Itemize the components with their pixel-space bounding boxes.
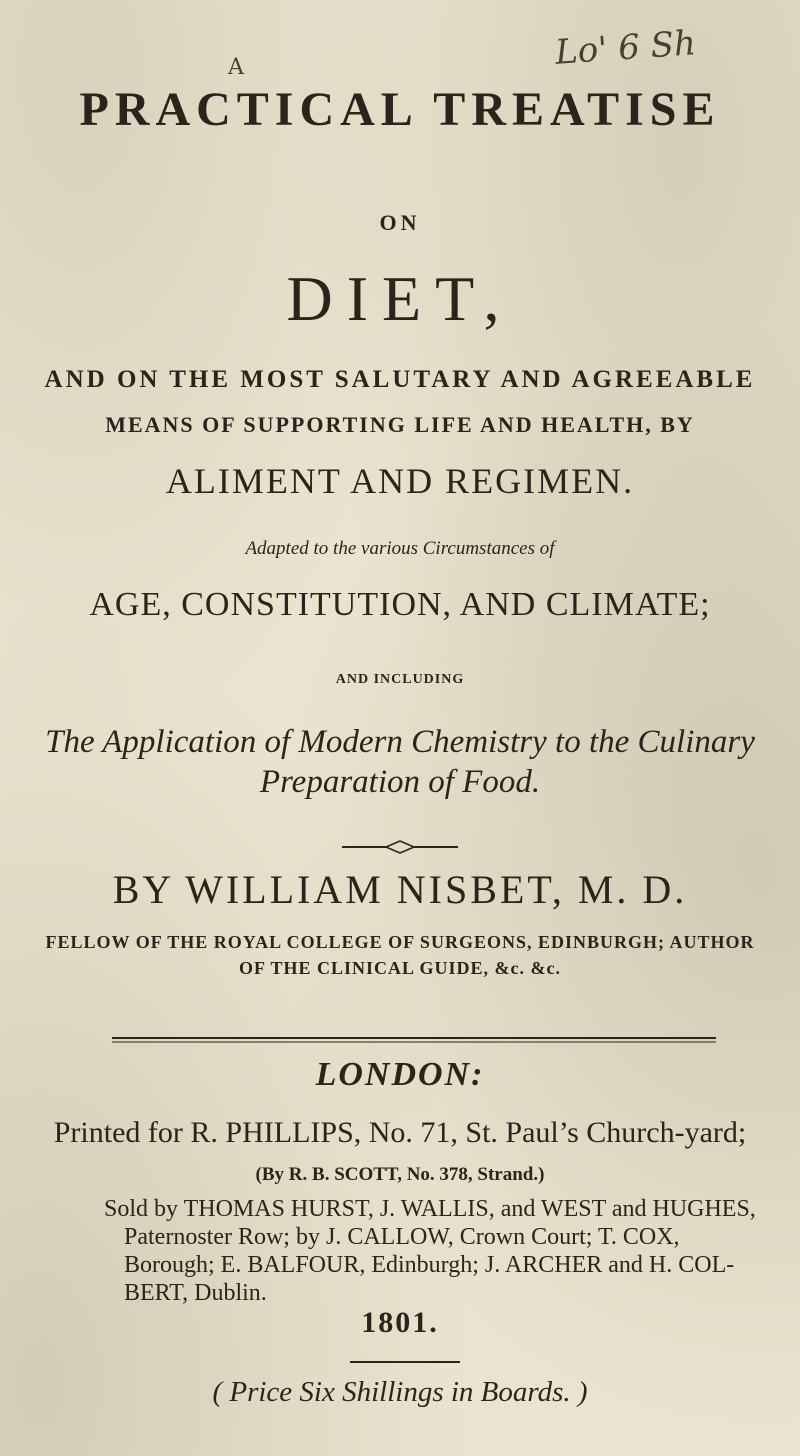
title-line-aliment: ALIMENT AND REGIMEN. <box>165 461 635 501</box>
short-rule <box>350 1360 460 1364</box>
double-rule <box>112 1036 716 1044</box>
title-line-means: MEANS OF SUPPORTING LIFE AND HEALTH, BY <box>105 412 695 437</box>
title-line-including: AND INCLUDING <box>335 672 465 687</box>
imprint-city: LONDON: <box>315 1056 485 1093</box>
author-credentials: FELLOW OF THE ROYAL COLLEGE OF SURGEONS, EDINBURGH; AUTHOR <box>45 932 755 952</box>
title-line-preparation: Preparation of Food. <box>259 764 541 800</box>
handwritten-mark: A <box>228 55 244 80</box>
title-line-age: AGE, CONSTITUTION, AND CLIMATE; <box>89 586 711 623</box>
title-line-diet: DIET, <box>286 263 514 334</box>
handwritten-shelf-note: Lo' 6 Sh <box>553 23 698 73</box>
title-line-salutary: AND ON THE MOST SALUTARY AND AGREEABLE <box>44 366 756 393</box>
ornament-divider-icon <box>342 840 458 854</box>
author-byline: BY WILLIAM NISBET, M. D. <box>112 867 688 912</box>
imprint-sold-line: Borough; E. BALFOUR, Edinburgh; J. ARCHER and H. COL- <box>124 1252 735 1278</box>
imprint-sold-line: BERT, Dublin. <box>124 1280 267 1306</box>
title-line-application: The Application of Modern Chemistry to the Culinary <box>45 724 755 760</box>
title-line-practical-treatise: PRACTICAL TREATISE <box>79 83 721 136</box>
imprint-printer: (By R. B. SCOTT, No. 378, Strand.) <box>255 1164 545 1185</box>
imprint-publisher: Printed for R. PHILLIPS, No. 71, St. Paul’s Church-yard; <box>53 1116 747 1149</box>
price-note: ( Price Six Shillings in Boards. ) <box>212 1376 588 1408</box>
imprint-year: 1801. <box>361 1306 439 1339</box>
title-line-adapted: Adapted to the various Circumstances of <box>245 538 555 559</box>
imprint-sold-line: Paternoster Row; by J. CALLOW, Crown Court; T. COX, <box>124 1224 680 1250</box>
author-works: OF THE CLINICAL GUIDE, &c. &c. <box>238 958 562 978</box>
imprint-sold-line: Sold by THOMAS HURST, J. WALLIS, and WEST and HUGHES, <box>104 1196 756 1222</box>
title-line-on: ON <box>379 210 421 235</box>
